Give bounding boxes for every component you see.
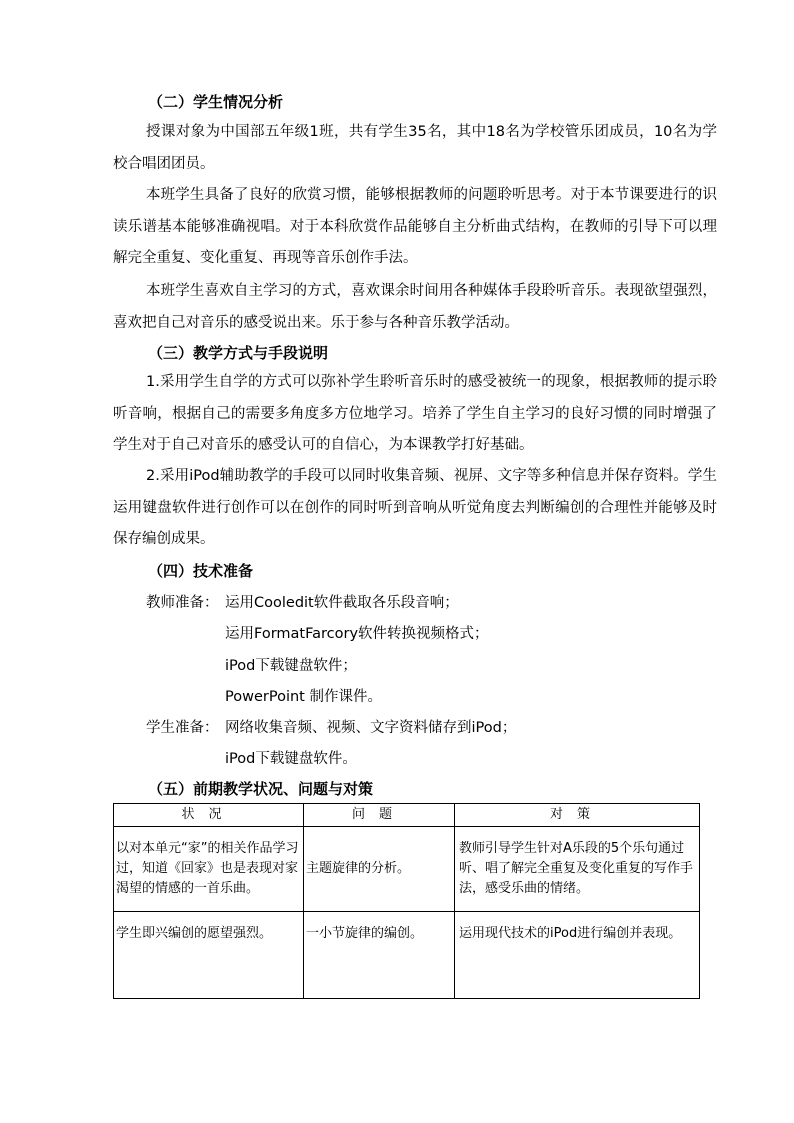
table-cell-problem: 主题旋律的分析。 [304,827,455,912]
section2-heading: （二）学生情况分析 [148,93,284,111]
teacher-prep-item: iPod下载键盘软件； [225,658,357,674]
teacher-prep-label: 教师准备： [146,595,219,611]
table-header-status: 状况 [114,804,304,827]
section2-para3: 本班学生喜欢自主学习的方式，喜欢课余时间用各种媒体手段聆听音乐。表现欲望强烈，喜欢把自己对音乐的感受说出来。乐于参与各种音乐教学活动。 [113,283,717,331]
section4-heading: （四）技术准备 [148,562,254,580]
table-header-problem: 问题 [304,804,455,827]
status-problem-strategy-table [113,803,700,999]
teacher-prep-item: 运用FormatFarcory软件转换视频格式； [225,626,489,642]
teacher-prep-item: PowerPoint 制作课件。 [225,689,382,705]
student-prep-label: 学生准备： [146,720,219,736]
table-cell-problem: 一小节旋律的编创。 [304,912,455,999]
section2-para1: 授课对象为中国部五年级1班，共有学生35名，其中18名为学校管乐团成员，10名为学校合唱团团员。 [113,124,717,172]
student-prep-item: iPod下载键盘软件。 [225,751,357,767]
student-prep-item: 网络收集音频、视频、文字资料储存到iPod； [225,720,517,736]
teacher-prep-item: 运用Cooledit软件截取各乐段音响； [225,595,459,611]
table-cell-strategy: 运用现代技术的iPod进行编创并表现。 [455,912,700,999]
section3-heading: （三）教学方式与手段说明 [148,344,329,362]
table-header-strategy: 对策 [455,804,700,827]
table-header-row [114,804,700,827]
table-cell-status: 以对本单元“家”的相关作品学习过，知道《回家》也是表现对家渴望的情感的一首乐曲。 [114,827,304,912]
table-cell-status: 学生即兴编创的愿望强烈。 [114,912,304,999]
table-row [114,912,700,999]
section3-para2: 2.采用iPod辅助教学的手段可以同时收集音频、视屏、文字等多种信息并保存资料。学生运用键盘软件进行创作可以在创作的同时听到音响从听觉角度去判断编创的合理性并能够及时保存编创成果。 [113,468,717,547]
section3-para1: 1.采用学生自学的方式可以弥补学生聆听音乐时的感受被统一的现象，根据教师的提示聆听音响，根据自己的需要多角度多方位地学习。培养了学生自主学习的良好习惯的同时增强了学生对于自己对音乐的感受认可的自信心，为本课教学打好基础。 [113,374,717,453]
section5-heading: （五）前期教学状况、问题与对策 [148,780,374,798]
section2-para2: 本班学生具备了良好的欣赏习惯，能够根据教师的问题聆听思考。对于本节课要进行的识读乐谱基本能够准确视唱。对于本科欣赏作品能够自主分析曲式结构，在教师的引导下可以理解完全重复、变化重复、再现等音乐创作手法。 [113,187,717,266]
table-cell-strategy: 教师引导学生针对A乐段的5个乐句通过听、唱了解完全重复及变化重复的写作手法，感受乐曲的情绪。 [455,827,700,912]
table-row [114,827,700,912]
